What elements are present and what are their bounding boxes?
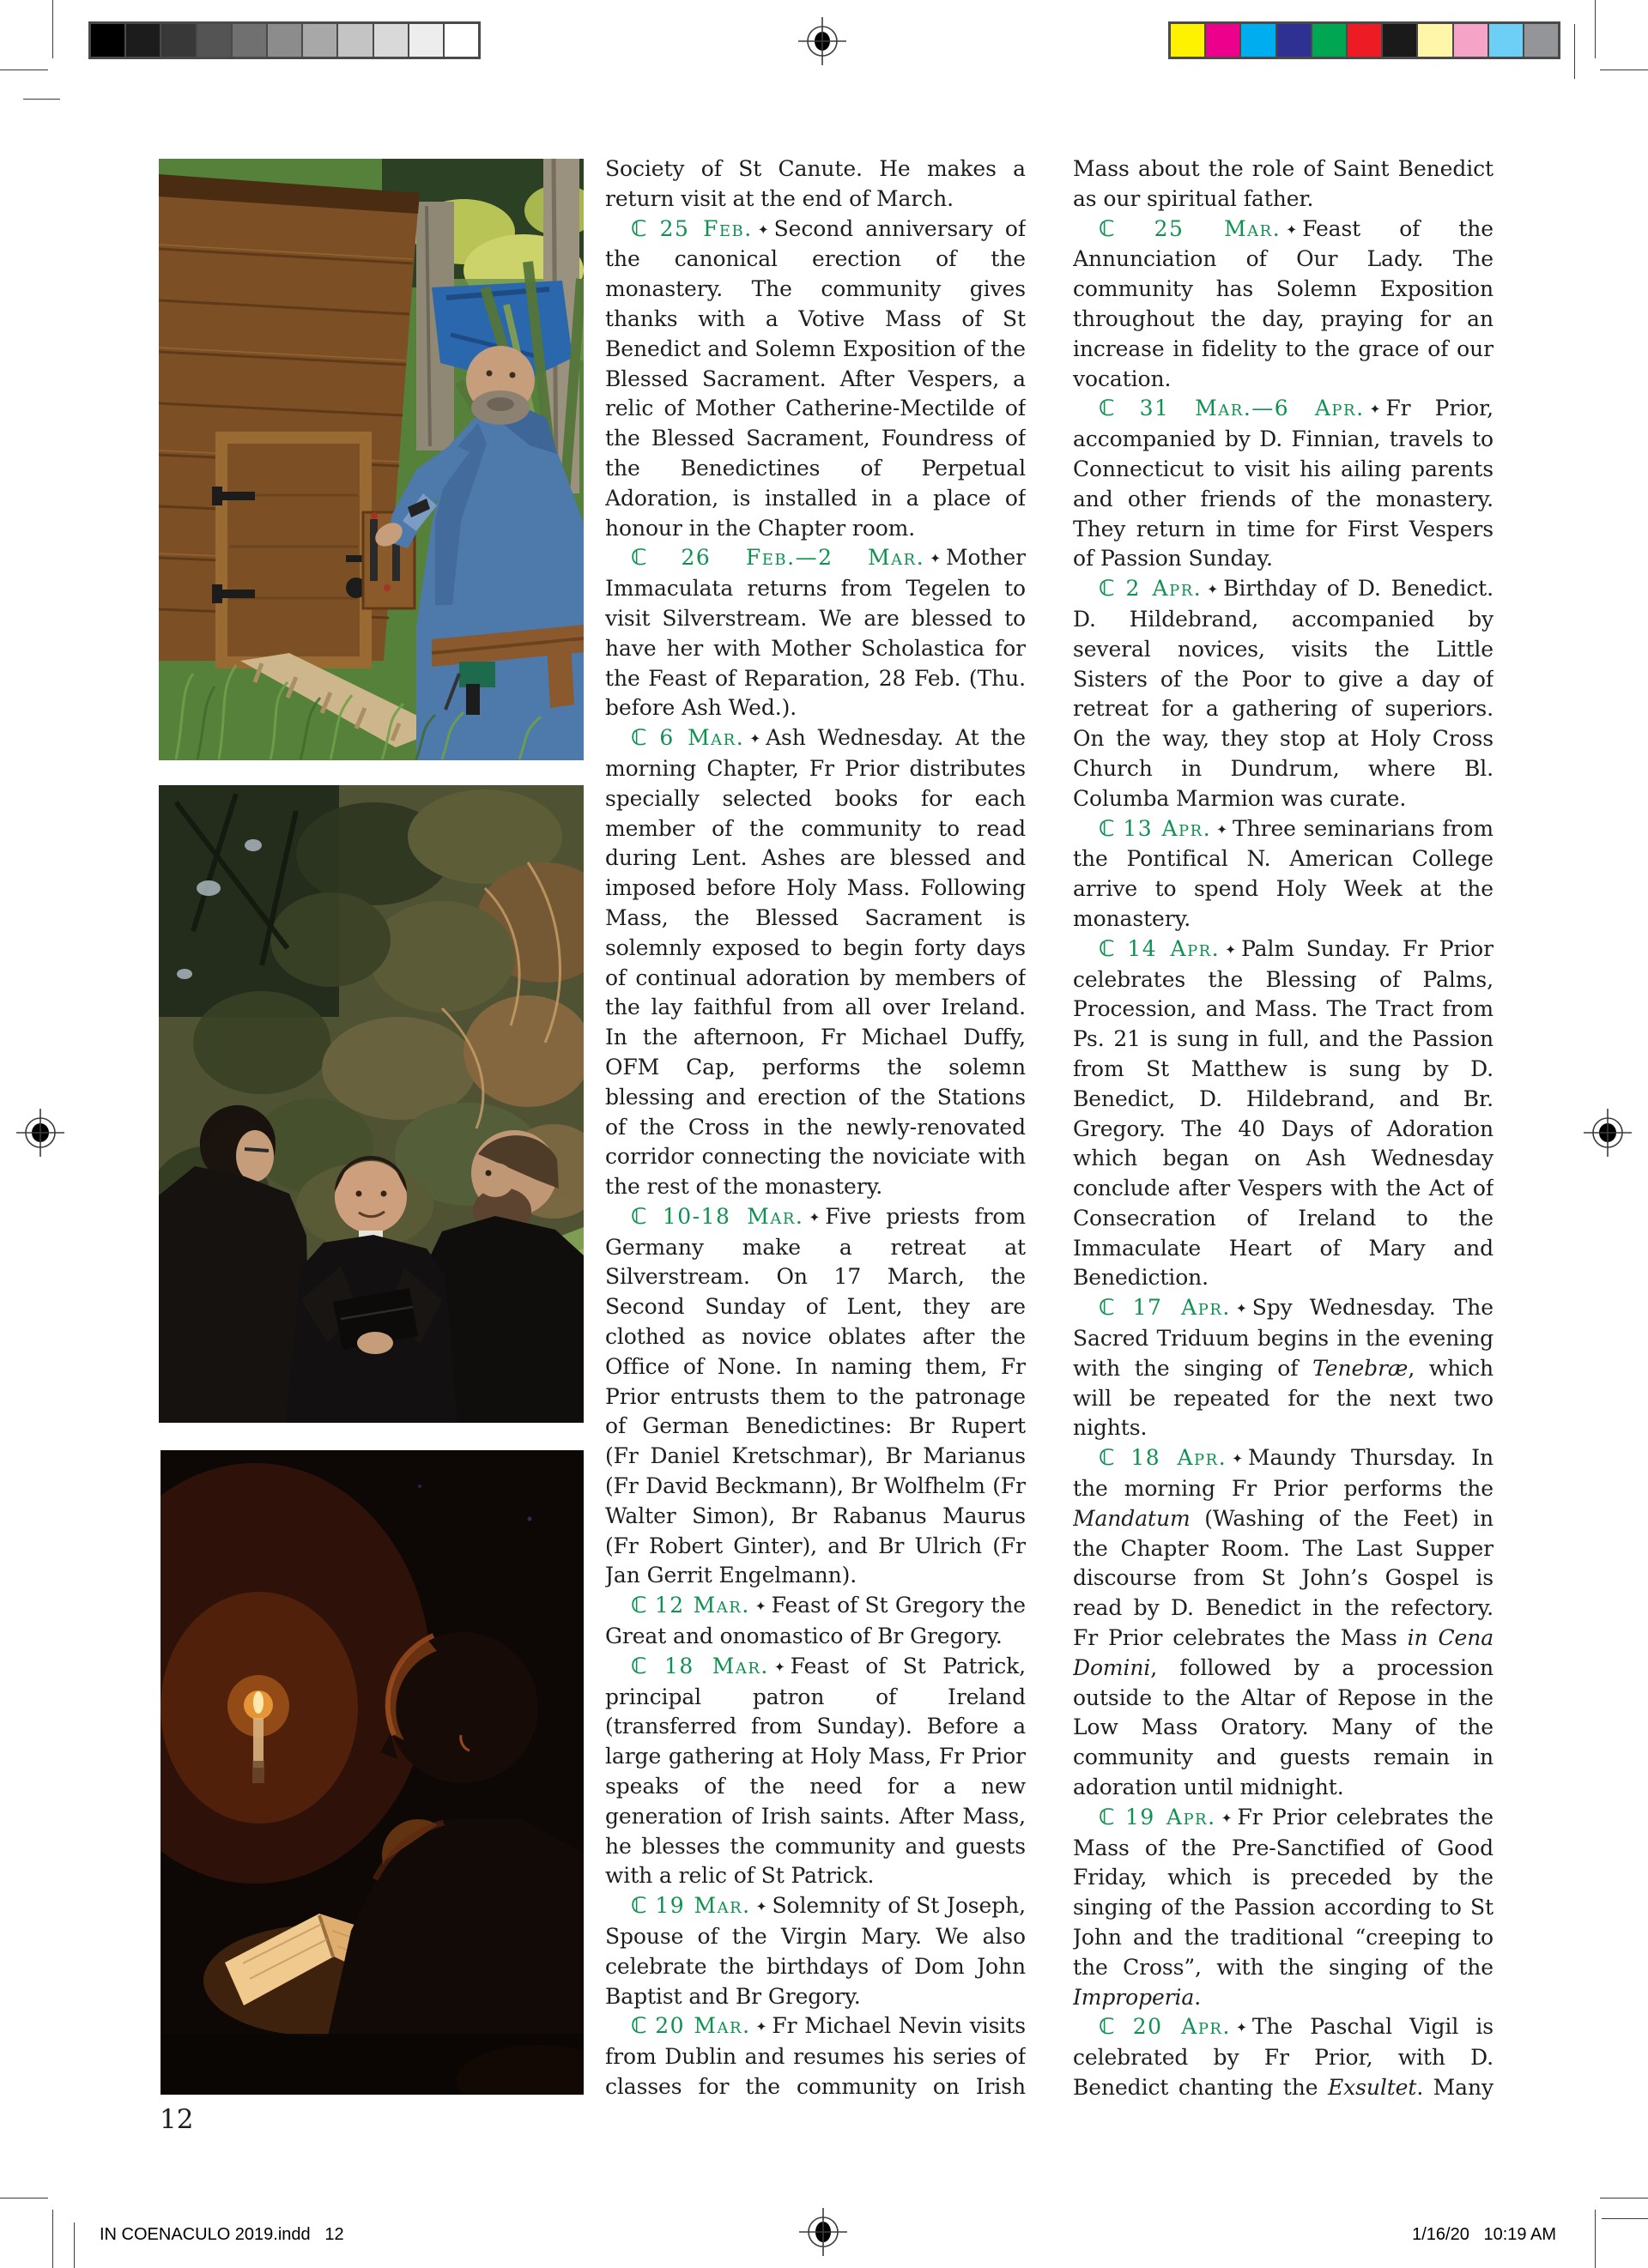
chronicle-entry	[1073, 1293, 1494, 1443]
luna-moon-icon: ℂ	[1099, 576, 1126, 602]
crop-mark	[1595, 0, 1596, 58]
registration-mark-icon	[1584, 1109, 1632, 1157]
crop-mark	[1595, 2210, 1596, 2268]
luna-moon-icon: ℂ	[631, 1593, 655, 1619]
entry-date: 12 Mar.	[654, 1593, 750, 1618]
luna-moon-icon: ℂ	[1099, 935, 1128, 962]
entry-date: 19 Apr.	[1125, 1804, 1216, 1830]
luna-moon-icon: ℂ	[631, 725, 660, 752]
diamond-separator-icon: ✦	[1369, 402, 1381, 418]
chronicle-entry	[605, 543, 1026, 723]
chronicle-entry	[605, 2011, 1026, 2102]
entry-text: Three seminarians from the Pontifical N. American College arrive to spend Holy Week at the monastery.	[1073, 815, 1494, 931]
calibration-swatch	[1241, 24, 1275, 57]
entry-text: Solemnity of St Joseph, Spouse of the Virgin Mary. We also celebrate the birthdays of Dom John Baptist and Br Gregory.	[605, 1893, 1026, 2009]
slug-timestamp: 1/16/20 10:19 AM	[1412, 2225, 1556, 2244]
diamond-separator-icon: ✦	[755, 2019, 767, 2035]
entry-text: Society of St Canute. He makes a return visit at the end of March.	[605, 156, 1026, 211]
calibration-swatch	[233, 24, 266, 57]
calibration-swatch	[1383, 24, 1416, 57]
column-1	[605, 154, 1026, 2102]
entry-date: 20 Mar.	[655, 2013, 751, 2039]
diamond-separator-icon: ✦	[755, 1899, 767, 1915]
entry-text: Exsultet	[1327, 2075, 1417, 2100]
crop-mark	[52, 2210, 53, 2268]
diamond-separator-icon: ✦	[1207, 582, 1219, 598]
entry-text: Feast of St Patrick, principal patron of Ireland (transferred from Sunday). Before a large gathering at Holy Mass, Fr Prior speaks of the need for a new generation of Irish saints. After Mass, he blesses the community and guests with a relic of St Patrick.	[605, 1653, 1026, 1889]
registration-mark-icon	[798, 17, 846, 65]
entry-date: 26 Feb.—2 Mar.	[681, 545, 925, 571]
entry-text: Tenebræ	[1312, 1355, 1409, 1381]
chronicle-entry	[605, 1591, 1026, 1652]
entry-text: The Paschal Vigil is celebrated by Fr Prior, with D. Benedict chanting the	[1073, 2014, 1494, 2100]
diamond-separator-icon: ✦	[1225, 941, 1237, 958]
entry-date: 18 Apr.	[1130, 1445, 1227, 1471]
entry-date: 17 Apr.	[1132, 1295, 1231, 1321]
slug-filename: IN COENACULO 2019.indd 12	[100, 2225, 344, 2244]
entry-text: Feast of St Gregory the Great and onomastico of Br Gregory.	[605, 1593, 1026, 1649]
chronicle-entry	[605, 215, 1026, 544]
calibration-swatch	[374, 24, 408, 57]
entry-text: . Many	[1416, 2075, 1494, 2100]
entry-text: (Washing of the Feet) in the Chapter Room. The Last Supper discourse from St John’s Gospel is read by D. Benedict in the refectory. Fr Prior celebrates the Mass	[1073, 1505, 1494, 1651]
calibration-swatch	[1171, 24, 1204, 57]
chronicle-entry	[1073, 934, 1494, 1294]
cmyk-color-calibration-bar	[1168, 21, 1560, 59]
calibration-swatch	[1312, 24, 1346, 57]
entry-text: Feast of the Annunciation of Our Lady. The community has Solemn Exposition throughout the day, praying for an increase in fidelity to the grace of our vocation.	[1073, 215, 1494, 391]
page-number: 12	[160, 2104, 194, 2135]
entry-date: 20 Apr.	[1132, 2014, 1231, 2040]
entry-text: Second anniversary of the canonical erection of the monastery. The community gives thanks with a Votive Mass of St Benedict and Solemn Exposition of the Blessed Sacrament. After Vespers, a relic of Mother Catherine-Mectilde of the Blessed Sacrament, Foundress of the Benedictines of Perpetual Adoration, is installed in a place of honour in the Chapter room.	[605, 215, 1026, 541]
luna-moon-icon: ℂ	[631, 1653, 664, 1679]
photo-three-monks-conversing	[159, 785, 584, 1423]
chronicle-entry	[605, 1202, 1026, 1591]
entry-text: Improperia	[1073, 1984, 1195, 2010]
luna-moon-icon: ℂ	[1099, 1295, 1133, 1321]
diamond-separator-icon: ✦	[930, 551, 942, 567]
calibration-swatch	[1454, 24, 1487, 57]
chronicle-entry	[605, 723, 1026, 1202]
diamond-separator-icon: ✦	[773, 1659, 785, 1675]
entry-text: Spy Wednesday. The Sacred Triduum begins in the evening with the singing of	[1073, 1295, 1494, 1381]
entry-text: Palm Sunday. Fr Prior celebrates the Blessing of Palms, Procession, and Mass. The Tract from Ps. 21 is sung in full, and the Passion from St Matthew is sung by D. Benedict, D. Hildebrand, and Br. Gregory. The 40 Days of Adoration which began on Ash Wednesday conclude after Vespers with the Act of Consecration of Ireland to the Immaculate Heart of Mary and Benediction.	[1073, 935, 1494, 1291]
entry-text: Mother Immaculata returns from Tegelen to visit Silverstream. We are blessed to have her with Mother Scholastica for the Feast of Reparation, 28 Feb. (Thu. before Ash Wed.).	[605, 545, 1026, 721]
luna-moon-icon: ℂ	[631, 215, 660, 242]
entry-date: 2 Apr.	[1125, 576, 1203, 602]
calibration-swatch	[268, 24, 301, 57]
calibration-swatch	[1489, 24, 1523, 57]
entry-date: 14 Apr.	[1127, 935, 1221, 961]
entry-text: Five priests from Germany make a retreat at Silverstream. On 17 March, the Second Sunday of Lent, they are clothed as novice oblates after the Office of None. In naming them, Fr Prior entrusts them to the patronage of German Benedictines: Br Rupert (Fr Daniel Kretschmar), Br Marianus (Fr David Beckmann), Br Wolfhelm (Fr Walter Simon), Br Rabanus Maurus (Fr Robert Ginter), and Br Ulrich (Fr Jan Gerrit Engelmann).	[605, 1203, 1026, 1588]
entry-date: 31 Mar.—6 Apr.	[1139, 396, 1365, 421]
luna-moon-icon: ℂ	[1099, 215, 1154, 242]
diamond-separator-icon: ✦	[1216, 821, 1228, 838]
diamond-separator-icon: ✦	[754, 1599, 766, 1615]
entry-text: Birthday of D. Benedict. D. Hildebrand, accompanied by several novices, visits the Little Sisters of the Poor to give a day of retreat for a gathering of superiors. On the way, they stop at Holy Cross Church in Dundrum, where Bl. Columba Marmion was curate.	[1073, 576, 1494, 811]
calibration-swatch	[1348, 24, 1381, 57]
luna-moon-icon: ℂ	[631, 2013, 656, 2040]
calibration-swatch	[126, 24, 160, 57]
entry-text: Maundy Thursday. In the morning Fr Prior performs the	[1073, 1445, 1494, 1502]
luna-moon-icon: ℂ	[1099, 1445, 1131, 1472]
crop-mark	[52, 0, 53, 58]
entry-text: Fr Michael Nevin visits from Dublin and resumes his series of classes for the community on Irish	[605, 2013, 1026, 2099]
luna-moon-icon: ℂ	[631, 1893, 656, 1920]
entry-date: 18 Mar.	[663, 1653, 769, 1678]
calibration-swatch	[197, 24, 231, 57]
crop-mark	[74, 2223, 75, 2268]
luna-moon-icon: ℂ	[631, 1203, 663, 1230]
entry-text: Mandatum	[1073, 1505, 1191, 1531]
calibration-swatch	[303, 24, 336, 57]
entry-date: 6 Mar.	[659, 725, 745, 751]
luna-moon-icon: ℂ	[631, 545, 682, 572]
entry-text: Fr Prior, accompanied by D. Finnian, travels to Connecticut to visit his ailing parents and other friends of the monastery. They return in time for First Vespers of Passion Sunday.	[1073, 396, 1494, 572]
diamond-separator-icon: ✦	[1232, 1451, 1244, 1467]
entry-date: 10-18 Mar.	[662, 1203, 804, 1229]
calibration-swatch	[1418, 24, 1451, 57]
chronicle-entry	[1073, 394, 1494, 574]
entry-date: 25 Feb.	[659, 215, 753, 241]
diamond-separator-icon: ✦	[1286, 221, 1298, 238]
chronicle-entry	[1073, 1803, 1494, 2013]
crop-mark	[1574, 24, 1575, 79]
photo-monk-reading-by-candlelight	[161, 1450, 584, 2095]
luna-moon-icon: ℂ	[1099, 2014, 1133, 2041]
calibration-swatch	[1524, 24, 1558, 57]
crop-mark	[23, 99, 60, 100]
chronicle-entry	[1073, 215, 1494, 395]
crop-mark	[1602, 2218, 1648, 2219]
photo-monk-at-chicken-coop	[159, 159, 584, 760]
entry-text: Mass about the role of Saint Benedict as our spiritual father.	[1073, 156, 1494, 211]
entry-text: in Cena Domini	[1073, 1625, 1494, 1680]
luna-moon-icon: ℂ	[1099, 815, 1124, 842]
diamond-separator-icon: ✦	[757, 221, 769, 238]
diamond-separator-icon: ✦	[749, 731, 761, 747]
diamond-separator-icon: ✦	[809, 1209, 821, 1225]
chronicle-entry	[1073, 814, 1494, 934]
calibration-swatch	[1277, 24, 1311, 57]
luna-moon-icon: ℂ	[1099, 1804, 1126, 1830]
calibration-swatch	[91, 24, 124, 57]
entry-text: Ash Wednesday. At the morning Chapter, Fr Prior distributes specially selected books for each member of the community to read during Lent. Ashes are blessed and imposed before Holy Mass. Following Mass, the Blessed Sacrament is solemnly exposed to begin forty days of continual adoration by members of the lay faithful from all over Ireland. In the afternoon, Fr Michael Duffy, OFM Cap, performs the solemn blessing and erection of the Stations of the Cross in the newly-renovated corridor connecting the noviciate with the rest of the monastery.	[605, 725, 1026, 1200]
chronicle-entry	[1073, 1443, 1494, 1803]
entry-date: 19 Mar.	[655, 1893, 751, 1919]
chronicle-entry	[1073, 574, 1494, 813]
chronicle-entry	[1073, 2012, 1494, 2102]
calibration-swatch	[1206, 24, 1239, 57]
column-2	[1073, 154, 1494, 2102]
chronicle-entry	[605, 1891, 1026, 2011]
lead-paragraph	[1073, 154, 1494, 215]
calibration-swatch	[409, 24, 443, 57]
entry-text: .	[1194, 1984, 1202, 2010]
lead-paragraph	[605, 154, 1026, 215]
registration-mark-icon	[16, 1109, 64, 1157]
diamond-separator-icon: ✦	[1235, 1301, 1247, 1317]
entry-text: , which will be repeated for the next two nights.	[1073, 1355, 1494, 1441]
registration-mark-icon	[799, 2208, 847, 2256]
entry-date: 25 Mar.	[1154, 215, 1281, 241]
calibration-swatch	[338, 24, 372, 57]
entry-text: Fr Prior celebrates the Mass of the Pre-Sanctified of Good Friday, which is preceded by the singing of the Passion according to St John and the traditional “creeping to the Cross”, with the singing of the	[1073, 1804, 1494, 1980]
diamond-separator-icon: ✦	[1221, 1810, 1233, 1826]
grayscale-calibration-bar	[88, 21, 481, 59]
calibration-swatch	[161, 24, 195, 57]
diamond-separator-icon: ✦	[1235, 2020, 1247, 2036]
luna-moon-icon: ℂ	[1099, 396, 1140, 422]
entry-text: , followed by a procession outside to the Altar of Repose in the Low Mass Oratory. Many of the community and guests remain in adoration until midnight.	[1073, 1654, 1494, 1800]
entry-date: 13 Apr.	[1123, 815, 1212, 841]
chronicle-entry	[605, 1652, 1026, 1891]
calibration-swatch	[445, 24, 478, 57]
